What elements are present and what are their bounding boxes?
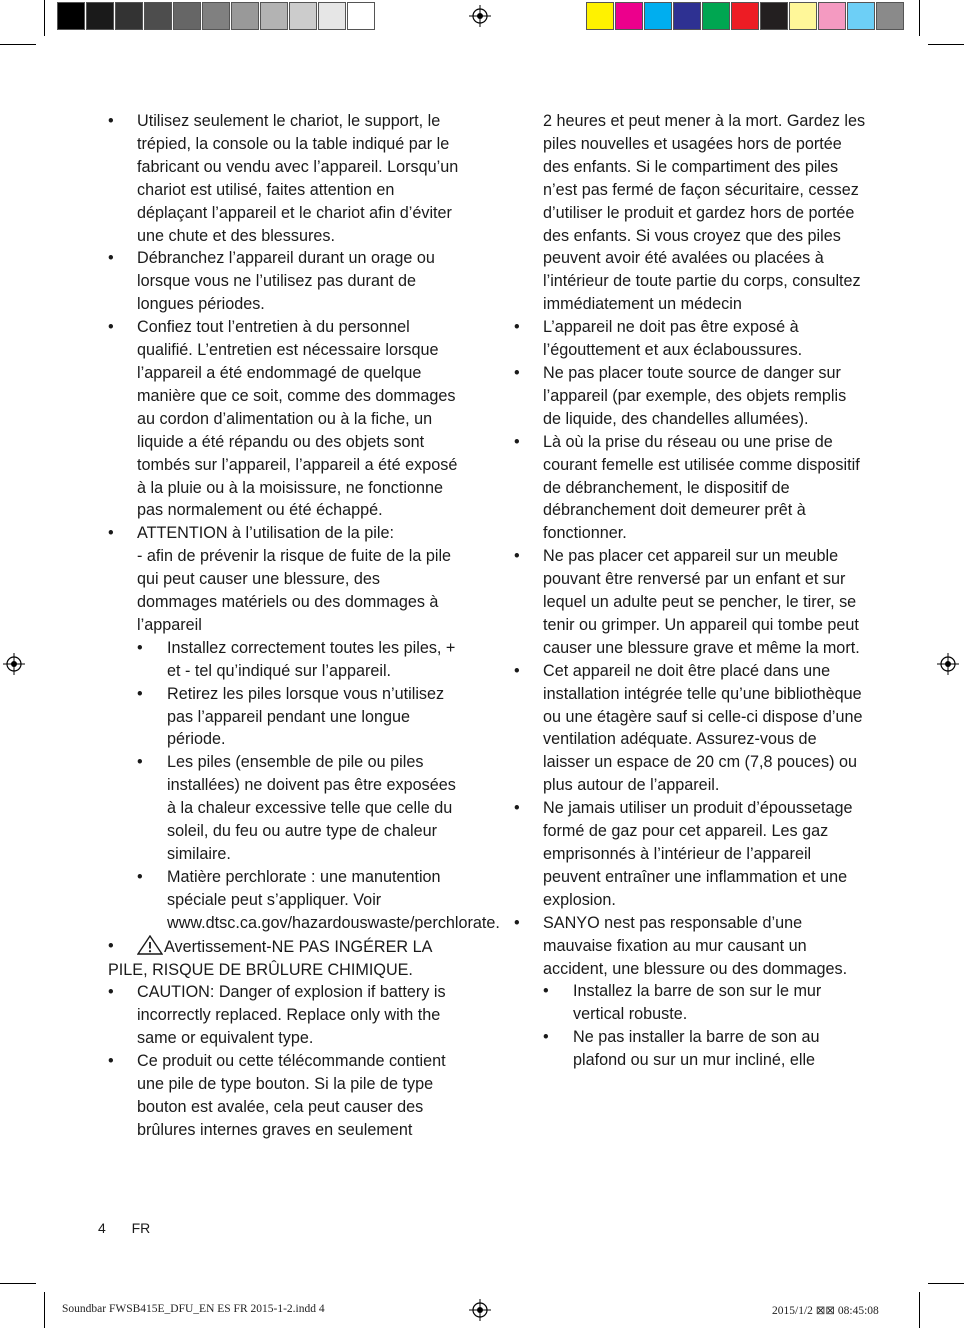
crop-mark <box>919 1292 920 1328</box>
process-color-bar <box>586 2 905 30</box>
right-column <box>514 110 866 1072</box>
warning-item <box>108 935 460 959</box>
list-item: • Confiez tout l’entretien à du personnel qualifié. L’entretien est nécessaire lorsque l’appareil a été endommagé de quelque manière que ce soit, comme des dommages au cordon d’alimentation ou à la fiche, un liquide a été répandu ou des objets sont tombés sur l’appareil, l’appareil a été exposé à la pluie ou à la moisissure, ne fonctionne pas normalement ou été échappé. <box>108 316 460 522</box>
language-code: FR <box>131 1220 151 1236</box>
color-swatch <box>644 2 672 30</box>
battery-attention-item <box>108 522 500 934</box>
registration-mark-icon <box>469 1299 491 1321</box>
list-item: • Les piles (ensemble de pile ou piles installées) ne doivent pas être exposées à la chaleur excessive telle que celle du soleil, du feu ou autre type de chaleur similaire. <box>137 751 460 866</box>
list-item: • Ne pas placer toute source de danger sur l’appareil (par exemple, des objets remplis de liquide, des chandelles allumées). <box>514 362 866 431</box>
warning-triangle-icon <box>137 935 163 955</box>
color-swatch <box>876 2 904 30</box>
list-item: • Ne jamais utiliser un produit d’époussetage formé de gaz pour cet appareil. Les gaz emprisonnés à l’intérieur de l’appareil peuvent entraîner une inflammation et une explosion. <box>514 797 866 912</box>
attention-title: • ATTENTION à l’utilisation de la pile: <box>137 524 394 543</box>
color-swatch <box>86 2 114 30</box>
list-item: • CAUTION: Danger of explosion if battery is incorrectly replaced. Replace only with the same or equivalent type. <box>108 981 460 1050</box>
color-swatch <box>318 2 346 30</box>
continued-paragraph: 2 heures et peut mener à la mort. Gardez les piles nouvelles et usagées hors de portée des enfants. Si le compartiment des piles n’est pas fermé de façon sécuritaire, cessez d’utiliser le produit et gardez hors de portée des enfants. Si vous croyez que des piles peuvent avoir été avalées ou placées à l’intérieur de toute partie du corps, consultez immédiatement un médecin <box>543 112 866 314</box>
color-swatch <box>702 2 730 30</box>
crop-mark <box>928 1283 964 1284</box>
registration-mark-icon <box>3 653 25 675</box>
color-swatch <box>789 2 817 30</box>
left-column <box>108 110 500 1142</box>
color-swatch <box>731 2 759 30</box>
print-slug-left: Soundbar FWSB415E_DFU_EN ES FR 2015-1-2.indd 4 <box>62 1303 325 1315</box>
list-item: • Ce produit ou cette télécommande contient une pile de type bouton. Si la pile de type bouton est avalée, cela peut causer des brûlures internes graves en seulement <box>108 1050 460 1142</box>
crop-mark <box>928 44 964 45</box>
color-swatch <box>586 2 614 30</box>
color-swatch <box>847 2 875 30</box>
list-item: • Retirez les piles lorsque vous n’utilisez pas l’appareil pendant une longue période. <box>137 683 460 752</box>
color-swatch <box>115 2 143 30</box>
list-item: • Ne pas placer cet appareil sur un meuble pouvant être renversé par un enfant et sur lequel un adulte peut se pencher, le tirer, se tenir ou grimper. Un appareil qui tombe peut causer une blessure grave et même la mort. <box>514 545 866 660</box>
print-slug-right: 2015/1/2 ⊠⊠ 08:45:08 <box>772 1305 879 1317</box>
list-item: • Installez correctement toutes les piles, + et - tel qu’indiqué sur l’appareil. <box>137 637 460 683</box>
color-swatch <box>57 2 85 30</box>
color-swatch <box>760 2 788 30</box>
color-swatch <box>289 2 317 30</box>
list-item: • L’appareil ne doit pas être exposé à l’égouttement et aux éclaboussures. <box>514 316 866 362</box>
page-footer <box>98 1220 150 1236</box>
safety-list <box>514 316 866 1072</box>
sanyo-text: • SANYO nest pas responsable d’une mauvaise fixation au mur causant un accident, une blessure ou des dommages. <box>543 913 848 978</box>
color-swatch <box>173 2 201 30</box>
color-swatch <box>615 2 643 30</box>
crop-mark <box>919 0 920 36</box>
grayscale-color-bar <box>57 2 376 30</box>
crop-mark <box>0 1283 36 1284</box>
page-number: 4 <box>98 1220 106 1236</box>
list-item: • Là où la prise du réseau ou une prise de courant femelle est utilisée comme dispositif de débranchement, le dispositif de débranchement doit demeurer prêt à fonctionner. <box>514 431 866 546</box>
color-swatch <box>260 2 288 30</box>
crop-mark <box>44 1292 45 1328</box>
color-swatch <box>347 2 375 30</box>
attention-body: - afin de prévenir la risque de fuite de la pile qui peut causer une blessure, des dommages matériels ou des dommages à l’appareil <box>137 547 452 634</box>
registration-mark-icon <box>937 653 959 675</box>
list-item: • Débranchez l’appareil durant un orage ou lorsque vous ne l’utilisez pas durant de longues périodes. <box>108 247 460 316</box>
list-item: • Installez la barre de son sur le mur vertical robuste. <box>543 980 866 1026</box>
safety-list <box>108 110 500 1142</box>
list-item: • Matière perchlorate : une manutention spéciale peut s’appliquer. Voir www.dtsc.ca.gov/hazardouswaste/perchlorate. <box>137 866 460 935</box>
warning-line-1: Avertissement-NE PAS INGÉRER LA <box>164 937 433 956</box>
color-swatch <box>144 2 172 30</box>
color-swatch <box>202 2 230 30</box>
list-item: • Utilisez seulement le chariot, le support, le trépied, la console ou la table indiqué par le fabricant ou vendu avec l’appareil. Lorsqu’un chariot est utilisé, faites attention en déplaçant l’appareil et le chariot afin d’éviter une chute et des blessures. <box>108 110 460 247</box>
attention-sublist <box>137 637 500 935</box>
color-swatch <box>231 2 259 30</box>
list-item: • Cet appareil ne doit être placé dans une installation intégrée telle qu’une bibliothèque ou une étagère sauf si celle-ci dispose d’une ventilation adéquate. Assurez-vous de laisser un espace de 20 cm (7,8 pouces) ou plus autour de l’appareil. <box>514 660 866 797</box>
crop-mark <box>44 0 45 36</box>
color-swatch <box>818 2 846 30</box>
list-item: • Ne pas installer la barre de son au plafond ou sur un mur incliné, elle <box>543 1026 866 1072</box>
color-swatch <box>673 2 701 30</box>
registration-mark-icon <box>469 5 491 27</box>
sanyo-item <box>514 912 866 1072</box>
crop-mark <box>0 44 36 45</box>
mounting-sublist <box>543 980 866 1072</box>
warning-line-2: PILE, RISQUE DE BRÛLURE CHIMIQUE. <box>108 960 413 979</box>
